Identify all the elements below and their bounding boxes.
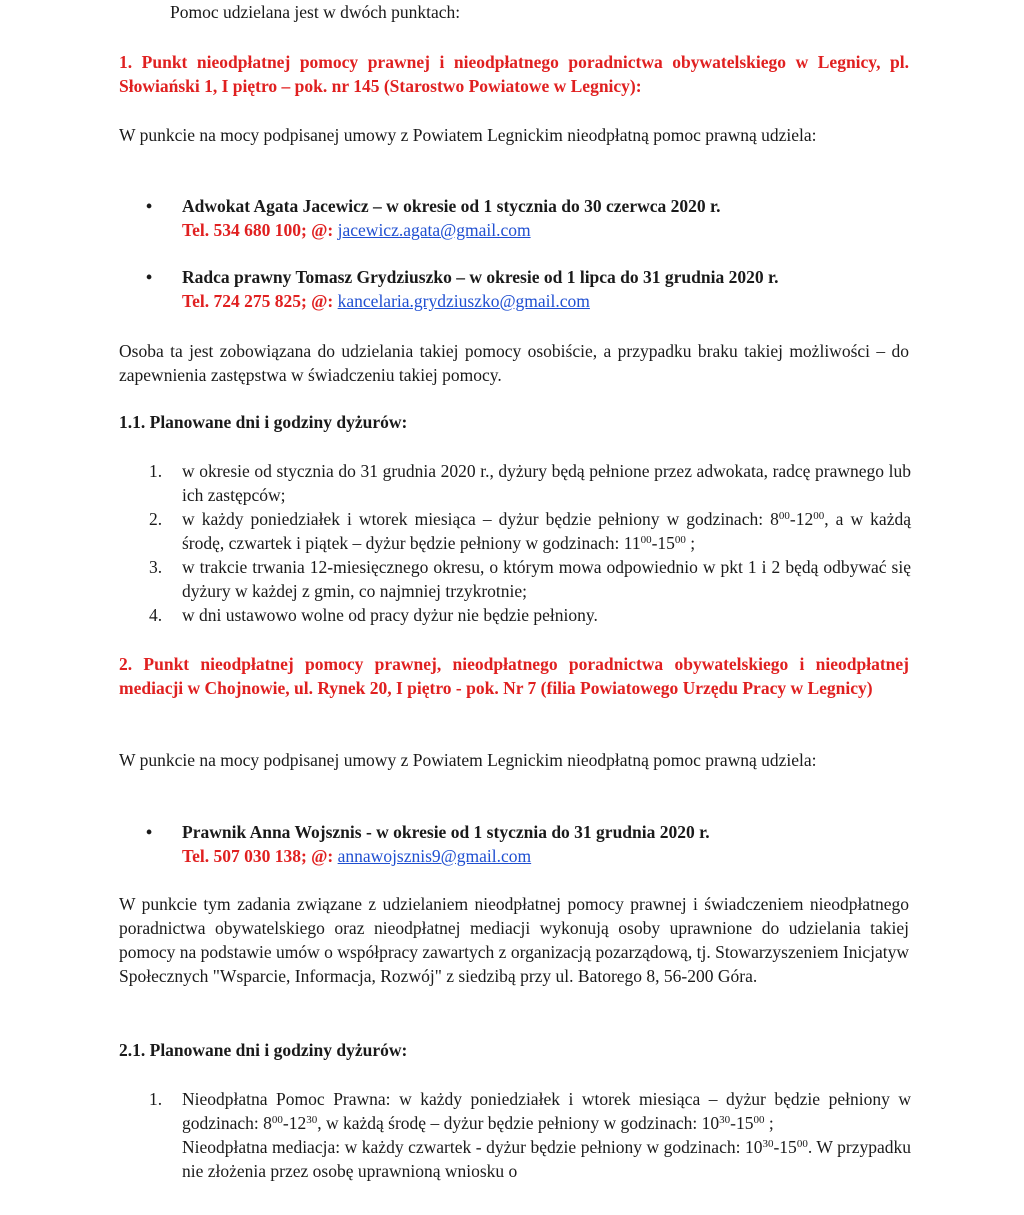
email-link[interactable]: annawojsznis9@gmail.com <box>337 846 532 866</box>
point1-schedule-heading: 1.1. Planowane dni i godziny dyżurów: <box>119 412 408 432</box>
schedule-item <box>149 459 911 507</box>
intro-text: Pomoc udzielana jest w dwóch punktach: <box>170 2 461 22</box>
schedule-item <box>149 1087 911 1183</box>
email-link[interactable]: jacewicz.agata@gmail.com <box>337 220 531 240</box>
email-link[interactable]: kancelaria.grydziuszko@gmail.com <box>337 291 590 311</box>
schedule-item-text: w okresie od stycznia do 31 grudnia 2020 r., dyżury będą pełnione przez adwokata, radcę prawnego lub ich zastępców; <box>182 461 911 505</box>
lawyer-line: Radca prawny Tomasz Grydziuszko – w okresie od 1 lipca do 31 grudnia 2020 r. <box>182 267 779 287</box>
schedule-item <box>149 555 911 603</box>
lawyer-item <box>146 265 911 313</box>
item-number: 1. <box>149 461 163 481</box>
schedule-item-text: w trakcie trwania 12-miesięcznego okresu, o którym mowa odpowiednio w pkt 1 i 2 będą odbywać się dyżury w każdej z gmin, co najmniej trzykrotnie; <box>182 557 911 601</box>
bullet-icon: • <box>146 822 153 842</box>
point2-agreement: W punkcie na mocy podpisanej umowy z Powiatem Legnickim nieodpłatną pomoc prawną udziela: <box>119 750 817 770</box>
point2-schedule-heading: 2.1. Planowane dni i godziny dyżurów: <box>119 1040 408 1060</box>
point2-tasks: W punkcie tym zadania związane z udzielaniem nieodpłatnej pomocy prawnej i świadczeniem nieodpłatnego poradnictwa obywatelskiego oraz nieodpłatnej mediacji wykonują osoby uprawnione do udzielania takiej pomocy na podstawie umów o współpracy zawartych z organizacją pozarządową, tj. Stowarzyszeniem Inicjatyw Społecznych "Wsparcie, Informacja, Rozwój" z siedzibą przy ul. Batorego 8, 56-200 Góra. <box>119 894 909 986</box>
lawyer-item <box>146 194 911 242</box>
schedule-item <box>149 507 911 555</box>
lawyer-line: Prawnik Anna Wojsznis - w okresie od 1 stycznia do 31 grudnia 2020 r. <box>182 822 710 842</box>
point1-obligation: Osoba ta jest zobowiązana do udzielania takiej pomocy osobiście, a przypadku braku takiej możliwości – do zapewnienia zastępstwa w świadczeniu takiej pomocy. <box>119 341 909 385</box>
schedule-item-text: w dni ustawowo wolne od pracy dyżur nie będzie pełniony. <box>182 605 598 625</box>
schedule-item <box>149 603 911 627</box>
schedule-item-text: Nieodpłatna Pomoc Prawna: w każdy poniedziałek i wtorek miesiąca – dyżur będzie pełniony w godzinach: $8^{00}-12^{30}$, w każdą środę – dyżur będzie pełniony w godzinach: $10^{30}-15^{00}$ ; <box>182 1089 911 1133</box>
item-number: 4. <box>149 605 163 625</box>
lawyer-item <box>146 820 911 868</box>
point1-agreement: W punkcie na mocy podpisanej umowy z Powiatem Legnickim nieodpłatną pomoc prawną udziela: <box>119 125 817 145</box>
point1-heading: 1. Punkt nieodpłatnej pomocy prawnej i nieodpłatnego poradnictwa obywatelskiego w Legnicy, pl. Słowiański 1, I piętro – pok. nr 145 (Starostwo Powiatowe w Legnicy): <box>119 52 909 96</box>
lawyer-tel: Tel. 507 030 138; @: <box>182 846 334 866</box>
lawyer-tel: Tel. 534 680 100; @: <box>182 220 334 240</box>
lawyer-tel: Tel. 724 275 825; @: <box>182 291 334 311</box>
item-number: 1. <box>149 1089 163 1109</box>
bullet-icon: • <box>146 267 153 287</box>
item-number: 3. <box>149 557 163 577</box>
schedule-item-text: w każdy poniedziałek i wtorek miesiąca – dyżur będzie pełniony w godzinach: $8^{00}-12^{00}$, a w każdą środę, czwartek i piątek – dyżur będzie pełniony w godzinach: $11^{00}-15^{00}$ ; <box>182 509 911 553</box>
item-number: 2. <box>149 509 163 529</box>
lawyer-line: Adwokat Agata Jacewicz – w okresie od 1 stycznia do 30 czerwca 2020 r. <box>182 196 721 216</box>
bullet-icon: • <box>146 196 153 216</box>
point2-heading: 2. Punkt nieodpłatnej pomocy prawnej, nieodpłatnego poradnictwa obywatelskiego i nieodpłatnej mediacji w Chojnowie, ul. Rynek 20, I piętro - pok. Nr 7 (filia Powiatowego Urzędu Pracy w Legnicy) <box>119 654 909 698</box>
schedule-item-text: Nieodpłatna mediacja: w każdy czwartek - dyżur będzie pełniony w godzinach: $10^{30}-15^{00}$. W przypadku nie złożenia przez osobę uprawnioną wniosku o <box>182 1137 912 1181</box>
